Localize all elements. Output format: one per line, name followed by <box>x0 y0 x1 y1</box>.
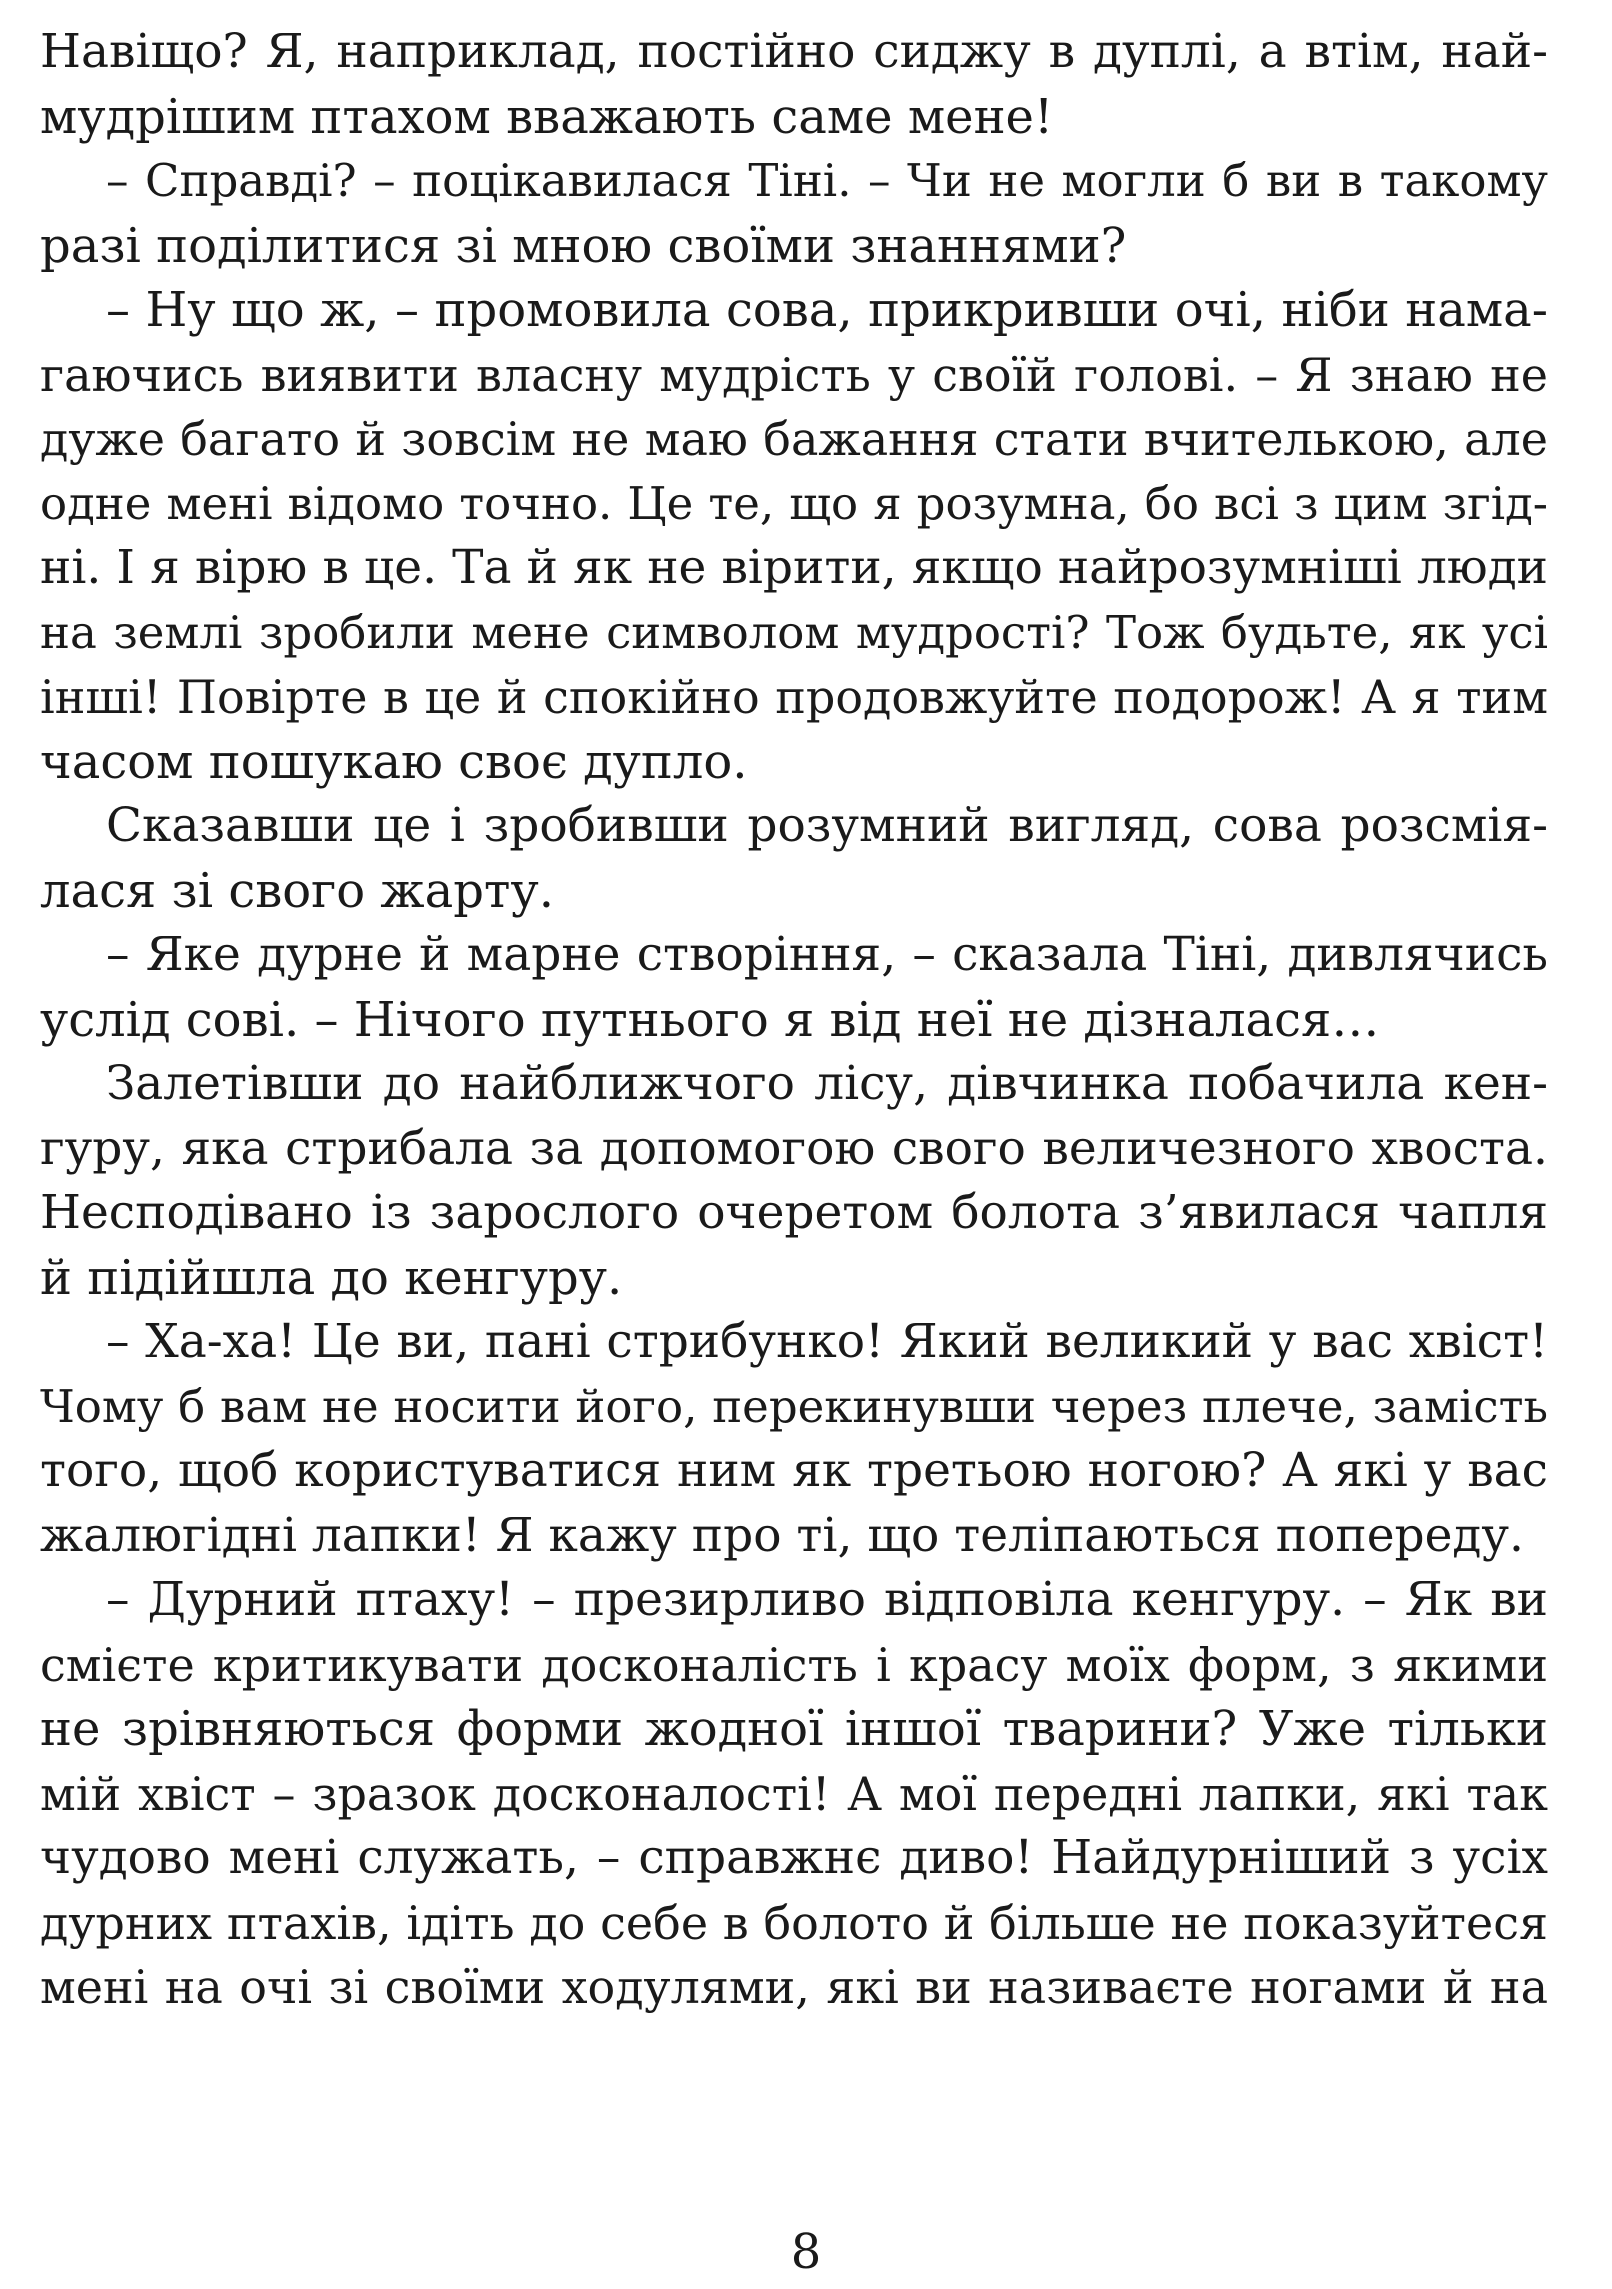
text-line: ні. І я вірю в це. Та й як не вірити, якщо найрозумніші люди <box>40 540 1548 595</box>
body-text <box>40 20 1548 2020</box>
text-line: часом пошукаю своє дупло. <box>40 733 748 790</box>
page-number: 8 <box>790 2224 822 2280</box>
text-line: услід сові. – Нічого путнього я від неї не дізналася… <box>40 991 1380 1048</box>
text-line: одне мені відомо точно. Це те, що я розумна, бо всі з цим згід- <box>40 476 1548 530</box>
text-line: Сказавши це і зробивши розумний вигляд, сова розсмія- <box>106 798 1548 853</box>
text-line: жалюгідні лапки! Я кажу про ті, що теліпаються попереду. <box>40 1507 1524 1563</box>
text-line: мудрішим птахом вважають саме мене! <box>40 88 1054 145</box>
text-line: – Ну що ж, – промовила сова, прикривши очі, ніби нама- <box>106 282 1548 338</box>
text-line: Чому б вам не носити його, перекинувши через плече, замість <box>40 1379 1548 1433</box>
text-line: лася зі свого жарту. <box>40 862 554 919</box>
text-line: того, щоб користуватися ним як третьою ногою? А які у вас <box>40 1443 1548 1498</box>
text-line: чудово мені служать, – справжнє диво! Найдурніший з усіх <box>40 1830 1548 1885</box>
text-line: Навіщо? Я, наприклад, постійно сиджу в дуплі, а втім, най- <box>40 24 1548 79</box>
text-line: інші! Повірте в це й спокійно продовжуйте подорож! А я тим <box>40 670 1548 724</box>
text-line: мій хвіст – зразок досконалості! А мої передні лапки, які так <box>40 1766 1548 1821</box>
text-line: – Дурний птаху! – презирливо відповіла кенгуру. – Як ви <box>106 1572 1548 1627</box>
text-line: мені на очі зі своїми ходулями, які ви називаєте ногами й на <box>40 1960 1548 2014</box>
text-line: дуже багато й зовсім не маю бажання стати вчителькою, але <box>40 412 1548 466</box>
text-line: – Ха-ха! Це ви, пані стрибунко! Який великий у вас хвіст! <box>106 1314 1548 1369</box>
text-line: разі поділитися зі мною своїми знаннями? <box>40 217 1127 274</box>
text-line: – Яке дурне й марне створіння, – сказала Тіні, дивлячись <box>106 927 1548 982</box>
text-line: дурних птахів, ідіть до себе в болото й більше не показуйтеся <box>40 1895 1548 1950</box>
text-line: – Справді? – поцікавилася Тіні. – Чи не могли б ви в такому <box>106 154 1548 207</box>
text-line: Несподівано із зарослого очеретом болота з’явилася чапля <box>40 1185 1548 1240</box>
text-line: гуру, яка стрибала за допомогою свого величезного хвоста. <box>40 1120 1548 1176</box>
text-line: Залетівши до найближчого лісу, дівчинка побачила кен- <box>106 1056 1548 1111</box>
text-line: смієте критикувати досконалість і красу моїх форм, з якими <box>40 1637 1548 1692</box>
text-line: не зрівняються форми жодної іншої тварини? Уже тільки <box>40 1701 1548 1757</box>
text-line: гаючись виявити власну мудрість у своїй голові. – Я знаю не <box>40 347 1548 402</box>
text-line: на землі зробили мене символом мудрості? Тож будьте, як усі <box>40 605 1548 659</box>
text-line: й підійшла до кенгуру. <box>40 1249 623 1306</box>
